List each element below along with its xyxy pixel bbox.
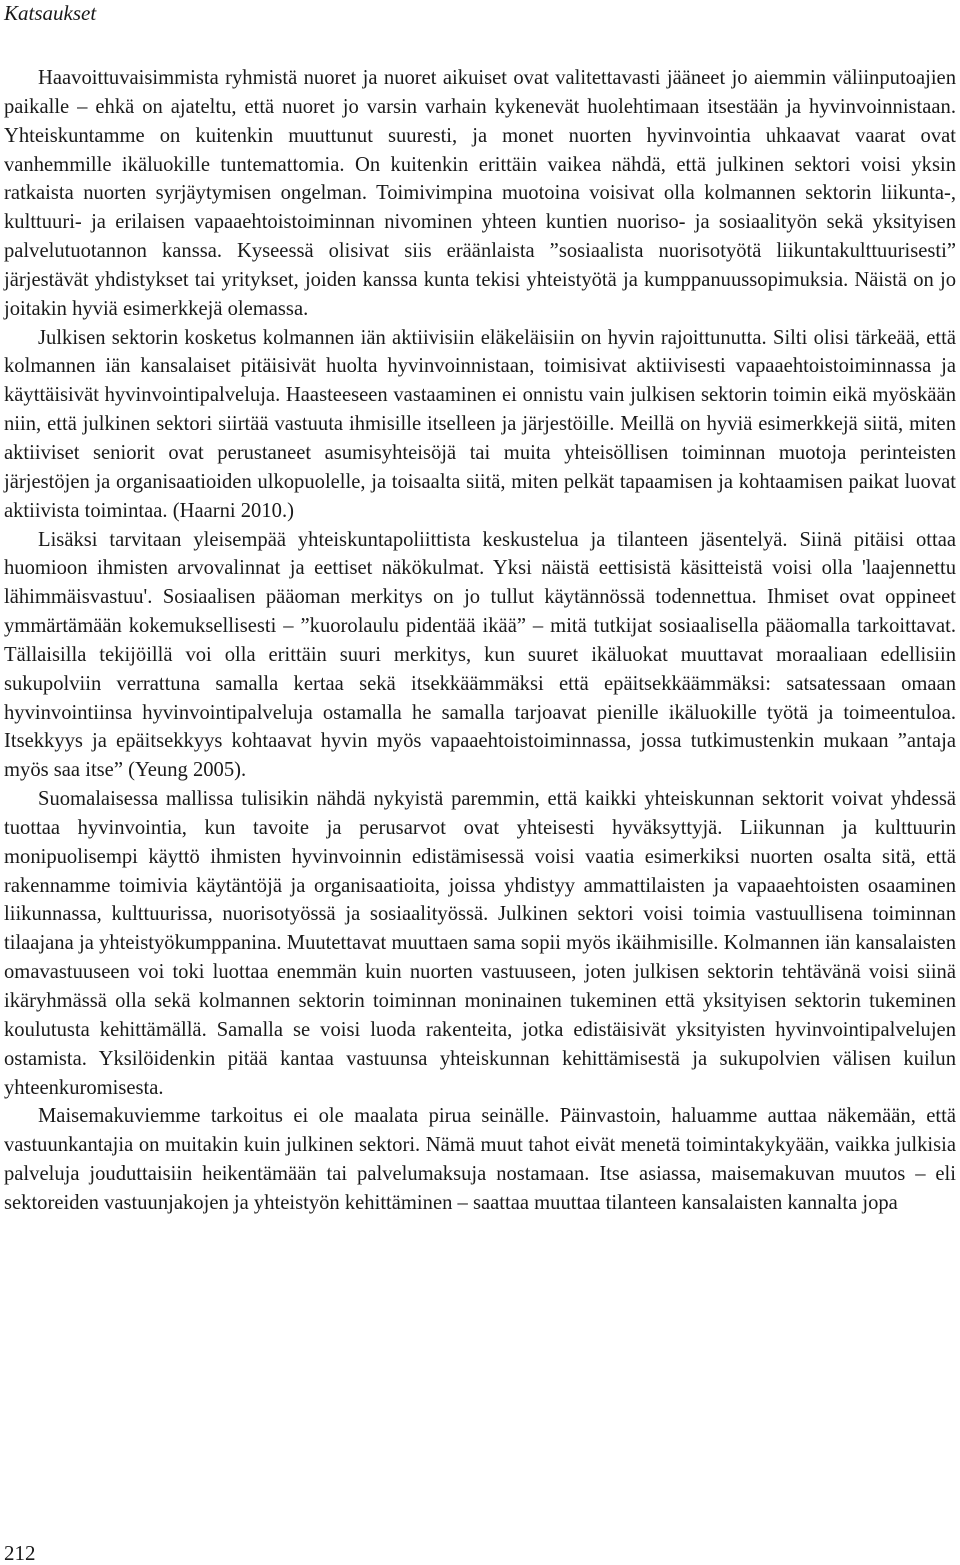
article-body (4, 64, 956, 1218)
paragraph: Lisäksi tarvitaan yleisempää yhteiskuntapoliittista keskustelua ja tilanteen jäsentelyä. Siinä pitäisi ottaa huomioon ihmisten arvovalinnat ja eettiset näkökulmat. Yksi näistä eettisistä käsitteistä voisi olla 'laajennettu lähimmäisvastuu'. Sosiaalisen pääoman merkitys on jo tullut käytännössä todennettua. Ihmiset ovat oppineet ymmärtämään kokemuksellisesti – ”kuorolaulu pidentää ikää” – mitä tutkijat sosiaalisella pääomalla tarkoittavat. Tällaisilla tekijöillä voi olla erittäin suuri merkitys, kun suuret ikäluokat muuttavat moraaliaan edellisiin sukupolviin verrattuna samalla kertaa sekä itsekkäämmäksi että epäitsekkäämmäksi: satsatessaan omaan hyvinvointiinsa hyvinvointipalveluja ostamalla he samalla tarjoavat pienille ikäluokille työtä ja toimeentuloa. Itsekkyys ja epäitsekkyys kohtaavat hyvin myös vapaaehtoistoiminnassa, jossa tutkimustenkin mukaan ”antaja myös saa itse” (Yeung 2005). (4, 528, 956, 782)
paragraph: Maisemakuviemme tarkoitus ei ole maalata pirua seinälle. Päinvastoin, haluamme auttaa näkemään, että vastuunkantajia on muitakin kuin julkinen sektori. Nämä muut tahot eivät menetä toimintakykyään, vaikka julkisia palveluja jouduttaisiin heikentämään tai palvelumaksuja nostamaan. Itse asiassa, maisemakuvan muutos – eli sektoreiden vastuunjakojen ja yhteistyön kehittäminen – saattaa muuttaa tilanteen kansalaisten kannalta jopa (4, 1105, 956, 1214)
paragraph: Julkisen sektorin kosketus kolmannen iän aktiivisiin eläkeläisiin on hyvin rajoittunutta. Silti olisi tärkeää, että kolmannen iän kansalaiset pitäisivät huolta hyvinvoinnistaan, toimisivat aktiivisesti vapaaehtoistoiminnassa ja käyttäisivät hyvinvointipalveluja. Haasteeseen vastaaminen ei onnistu vain julkisen sektorin toimin eikä myöskään niin, että julkinen sektori siirtää vastuuta ihmisille itselleen ja järjestöille. Meillä on hyviä esimerkkejä siitä, miten aktiiviset seniorit ovat perustaneet asumisyhteisöjä tai muita yhteisöllisen toiminnan muotoja perinteisten järjestöjen ja organisaatioiden ulkopuolelle, ja toisaalta siitä, miten pelkät tapaamisen ja kohtaamisen paikat luovat aktiivista toimintaa. (Haarni 2010.) (4, 326, 956, 522)
page-number: 212 (4, 1541, 36, 1565)
paragraph: Suomalaisessa mallissa tulisikin nähdä nykyistä paremmin, että kaikki yhteiskunnan sektorit voivat yhdessä tuottaa hyvinvointia, kun tavoite ja perusarvot ovat yhteisesti hyväksyttyjä. Liikunnan ja kulttuurin monipuolisempi käyttö ihmisten hyvinvoinnin edistämisessä voisi vaatia esimerkiksi nuorten osalta sitä, että rakennamme toimivia käytäntöjä ja organisaatioita, joissa yhdistyy ammattilaisten ja vapaaehtoisten osaaminen liikunnassa, kulttuurissa, nuorisotyössä ja sosiaalityössä. Julkinen sektori voisi toimia vastuullisena toiminnan tilaajana ja yhteistyökumppanina. Muutettavat muuttaen sama sopii myös ikäihmisille. Kolmannen iän kansalaisten omavastuuseen voi toki luottaa enemmän kuin nuorten vastuuseen, joten julkisen sektorin tehtävänä voisi siinä ikäryhmässä olla sekä kolmannen sektorin toiminnan moninainen tukeminen että yksityisen sektorin tukeminen koulutusta kehittämällä. Samalla se voisi luoda rakenteita, jotka edistäisivät yksityisten hyvinvointipalvelujen ostamista. Yksilöidenkin pitää kantaa vastuunsa yhteiskunnan kehittämisestä ja sukupolvien välisen kuilun yhteenkuromisesta. (4, 788, 956, 1099)
running-head: Katsaukset (4, 1, 97, 25)
paragraph: Haavoittuvaisimmista ryhmistä nuoret ja nuoret aikuiset ovat valitettavasti jääneet jo aiemmin väliinputoajien paikalle – ehkä on ajateltu, että nuoret jo varsin varhain kykenevät huolehtimaan itsestään ja hyvinvoinnistaan. Yhteiskuntamme on kuitenkin muuttunut suuresti, ja monet nuorten hyvinvointia uhkaavat vaarat ovat vanhemmille ikäluokille tuntemattomia. On kuitenkin erittäin vaikea nähdä, että julkinen sektori voisi yksin ratkaista nuorten syrjäytymisen ongelman. Toimivimpina muotoina voisivat olla kolmannen sektorin liikunta-, kulttuuri- ja erilaisen vapaaehtoistoiminnan nivominen yhteen kuntien nuoriso- ja sosiaalityön sekä yksityisen palvelutuotannon kanssa. Kyseessä olisivat siis eräänlaista ”sosiaalista nuorisotyötä liikuntakulttuurisesti” järjestävät yhdistykset tai yritykset, joiden kanssa kunta tekisi yhteistyötä ja kumppanuussopimuksia. Näistä on jo joitakin hyviä esimerkkejä olemassa. (4, 67, 956, 320)
